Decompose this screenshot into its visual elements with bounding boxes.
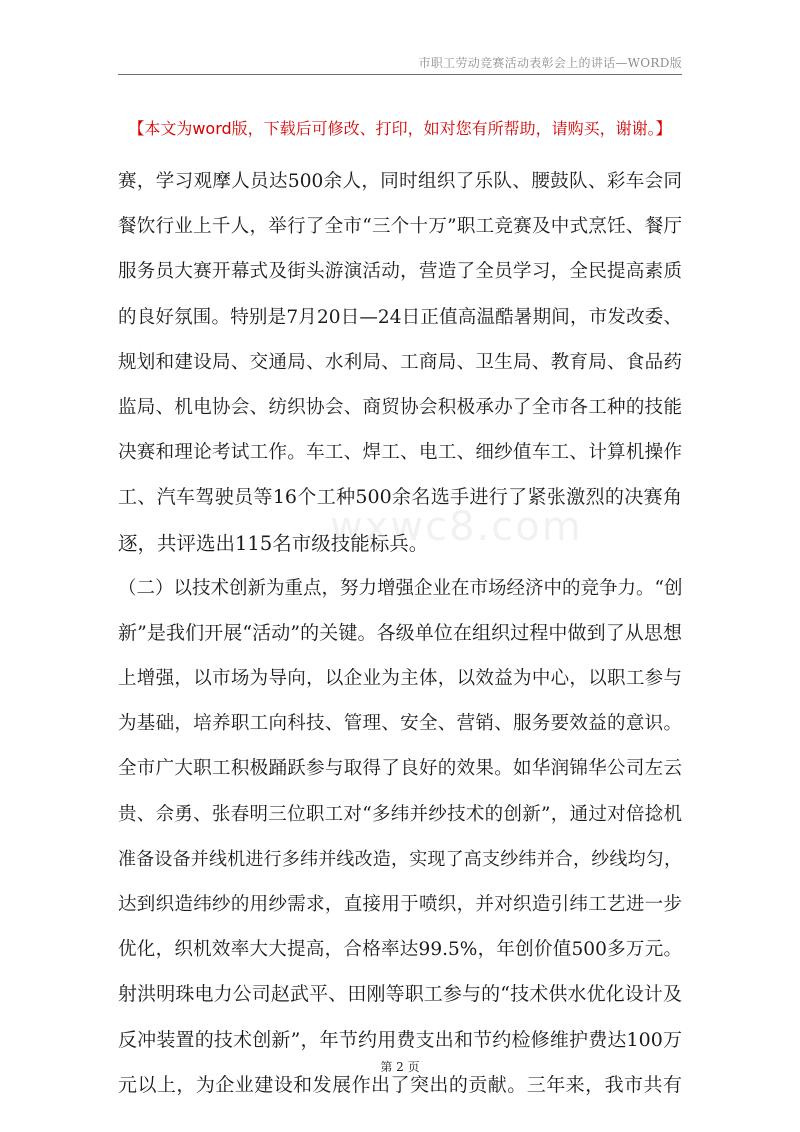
body-line: 为基础，培养职工向科技、管理、安全、营销、服务要效益的意识。: [118, 713, 682, 735]
body-line: 新”是我们开展“活动”的关键。各级单位在组织过程中做到了从思想: [118, 621, 682, 644]
body-line: 上增强，以市场为导向，以企业为主体，以效益为中心，以职工参与: [118, 668, 682, 690]
body-line: 的良好氛围。特别是7月20日—24日正值高温酷暑期间，市发改委、: [118, 306, 682, 328]
body-line: 决赛和理论考试工作。车工、焊工、电工、细纱值车工、计算机操作: [118, 442, 682, 464]
body-line: （二）以技术创新为重点，努力增强企业在市场经济中的竞争力。“创: [118, 577, 682, 599]
body-line: 优化，织机效率大大提高，合格率达99.5%，年创价值500多万元。: [118, 939, 682, 961]
page-header-title: 市职工劳动竞赛活动表彰会上的讲话—WORD版: [418, 56, 682, 70]
body-line: 工、汽车驾驶员等16个工种500余名选手进行了紧张激烈的决赛角: [118, 486, 682, 509]
body-line: 逐，共评选出115名市级技能标兵。: [118, 531, 429, 555]
body-line: 规划和建设局、交通局、水利局、工商局、卫生局、教育局、食品药: [118, 351, 682, 373]
header-divider: [118, 74, 682, 75]
body-line: 准备设备并线机进行多纬并线改造，实现了高支纱纬并合，纱线均匀，: [118, 848, 682, 870]
watermark: wxwc8.com: [330, 504, 583, 550]
body-line: 监局、机电协会、纺织协会、商贸协会积极承办了全市各工种的技能: [118, 396, 682, 418]
body-line: 射洪明珠电力公司赵武平、田刚等职工参与的“技术供水优化设计及: [118, 983, 682, 1006]
body-line: 反冲装置的技术创新”，年节约用费支出和节约检修维护费达100万: [118, 1028, 682, 1051]
body-line: 元以上，为企业建设和发展作出了突出的贡献。三年来，我市共有: [118, 1073, 682, 1096]
body-line: 全市广大职工积极踊跃参与取得了良好的效果。如华润锦华公司左云: [118, 758, 682, 780]
page-number: 第 2 页: [380, 1060, 420, 1074]
body-line: 贵、佘勇、张春明三位职工对“多纬并纱技术的创新”，通过对倍捻机: [118, 803, 682, 825]
body-line: 餐饮行业上千人，举行了全市“三个十万”职工竞赛及中式烹饪、餐厅: [118, 216, 682, 238]
body-line: 达到织造纬纱的用纱需求，直接用于喷织，并对织造引纬工艺进一步: [118, 894, 682, 915]
document-body: [118, 159, 682, 1108]
purchase-notice: 【本文为word版，下载后可修改、打印，如对您有所帮助，请购买，谢谢。】: [128, 119, 672, 138]
body-line: 服务员大赛开幕式及街头游演活动，营造了全员学习，全民提高素质: [118, 261, 682, 283]
body-line: 赛，学习观摩人员达500余人，同时组织了乐队、腰鼓队、彩车会同: [118, 171, 682, 192]
